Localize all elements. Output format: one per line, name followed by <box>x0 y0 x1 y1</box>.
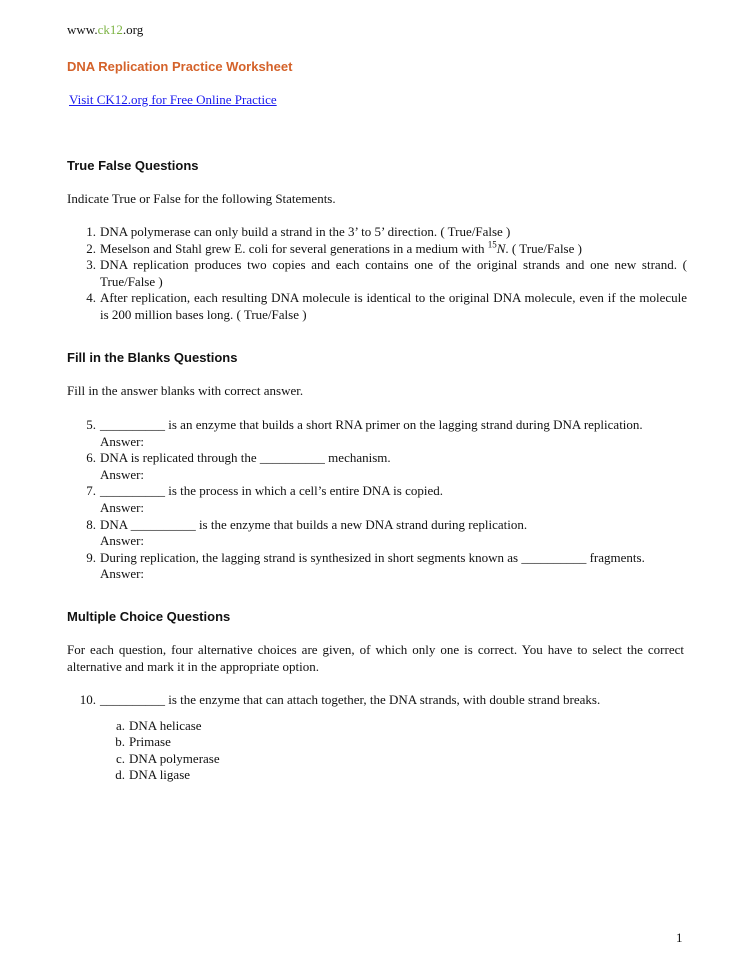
item-number: 5. <box>86 417 96 432</box>
tf-instruction: Indicate True or False for the following Statements. <box>67 191 336 206</box>
item-number: 8. <box>86 516 96 532</box>
site-brand: ck12 <box>97 22 123 37</box>
answer-label: Answer: <box>100 566 145 582</box>
site-suffix: .org <box>122 22 144 37</box>
item-text: DNA polymerase can only build a strand in the 3’ to 5’ direction. ( True/False ) <box>100 224 511 239</box>
option-d[interactable] <box>67 767 687 784</box>
item-number: 4. <box>86 290 96 306</box>
list-item <box>67 483 687 516</box>
mc-list <box>67 692 687 784</box>
item-text: After replication, each resulting DNA molecule is identical to the original DNA molecule, even if the molecule is 200 million bases long. ( True/False ) <box>100 290 687 322</box>
option-letter: c. <box>115 750 125 766</box>
list-item <box>67 257 687 290</box>
option-letter: b. <box>115 734 125 750</box>
list-item <box>67 517 687 550</box>
item-text: __________ is an enzyme that builds a short RNA primer on the lagging strand during DNA replication. <box>100 417 643 432</box>
nitrogen-symbol: N <box>496 240 506 256</box>
item-text: __________ is the process in which a cell’s entire DNA is copied. <box>100 483 443 499</box>
item-number: 1. <box>86 224 96 239</box>
item-text: During replication, the lagging strand is synthesized in short segments known as __________ fragments. <box>100 549 645 565</box>
option-letter: d. <box>115 767 125 783</box>
list-item <box>67 450 687 483</box>
item-number: 7. <box>86 483 96 499</box>
practice-link[interactable]: Visit CK12.org for Free Online Practice <box>69 92 277 107</box>
answer-label: Answer: <box>100 533 145 549</box>
mc-heading: Multiple Choice Questions <box>67 609 231 624</box>
list-item <box>67 290 687 323</box>
site-url <box>67 22 143 39</box>
option-a[interactable] <box>67 718 687 735</box>
site-prefix: www. <box>67 22 98 37</box>
item-number: 3. <box>86 257 96 273</box>
item-text: DNA is replicated through the __________ mechanism. <box>100 450 391 466</box>
item-number: 9. <box>86 549 96 565</box>
list-item <box>67 417 687 450</box>
answer-label: Answer: <box>100 499 145 515</box>
item-text-pre: Meselson and Stahl grew E. coli for several generations in a medium with <box>100 240 488 256</box>
option-letter: a. <box>115 717 125 733</box>
page-title: DNA Replication Practice Worksheet <box>67 59 293 74</box>
item-text-post: . ( True/False ) <box>505 240 582 256</box>
question-text: __________ is the enzyme that can attach together, the DNA strands, with double strand breaks. <box>100 692 601 707</box>
page-number: 1 <box>676 930 683 945</box>
item-text <box>100 241 687 258</box>
fill-heading: Fill in the Blanks Questions <box>67 350 238 365</box>
item-number: 6. <box>86 450 96 466</box>
option-c[interactable] <box>67 751 687 768</box>
option-text: DNA polymerase <box>129 750 220 766</box>
superscript: 15 <box>487 239 497 250</box>
fill-list <box>67 417 687 583</box>
tf-list <box>67 224 687 324</box>
question-item <box>67 692 687 709</box>
list-item <box>67 241 687 258</box>
tf-heading: True False Questions <box>67 158 199 173</box>
option-text: DNA ligase <box>129 767 191 783</box>
fill-instruction: Fill in the answer blanks with correct answer. <box>67 383 304 398</box>
list-item <box>67 550 687 583</box>
option-text: Primase <box>129 734 171 750</box>
answer-label: Answer: <box>100 433 145 449</box>
item-text: DNA __________ is the enzyme that builds a new DNA strand during replication. <box>100 516 528 532</box>
option-text: DNA helicase <box>129 717 202 733</box>
answer-label: Answer: <box>100 466 145 482</box>
mc-instruction: For each question, four alternative choices are given, of which only one is correct. You have to select the correct alternative and mark it in the appropriate option. <box>67 642 684 674</box>
list-item <box>67 224 687 241</box>
item-number: 10. <box>79 692 96 707</box>
item-text: DNA replication produces two copies and each contains one of the original strands and one new strand. ( True/False ) <box>100 257 687 289</box>
item-number: 2. <box>86 240 96 256</box>
option-b[interactable] <box>67 734 687 751</box>
